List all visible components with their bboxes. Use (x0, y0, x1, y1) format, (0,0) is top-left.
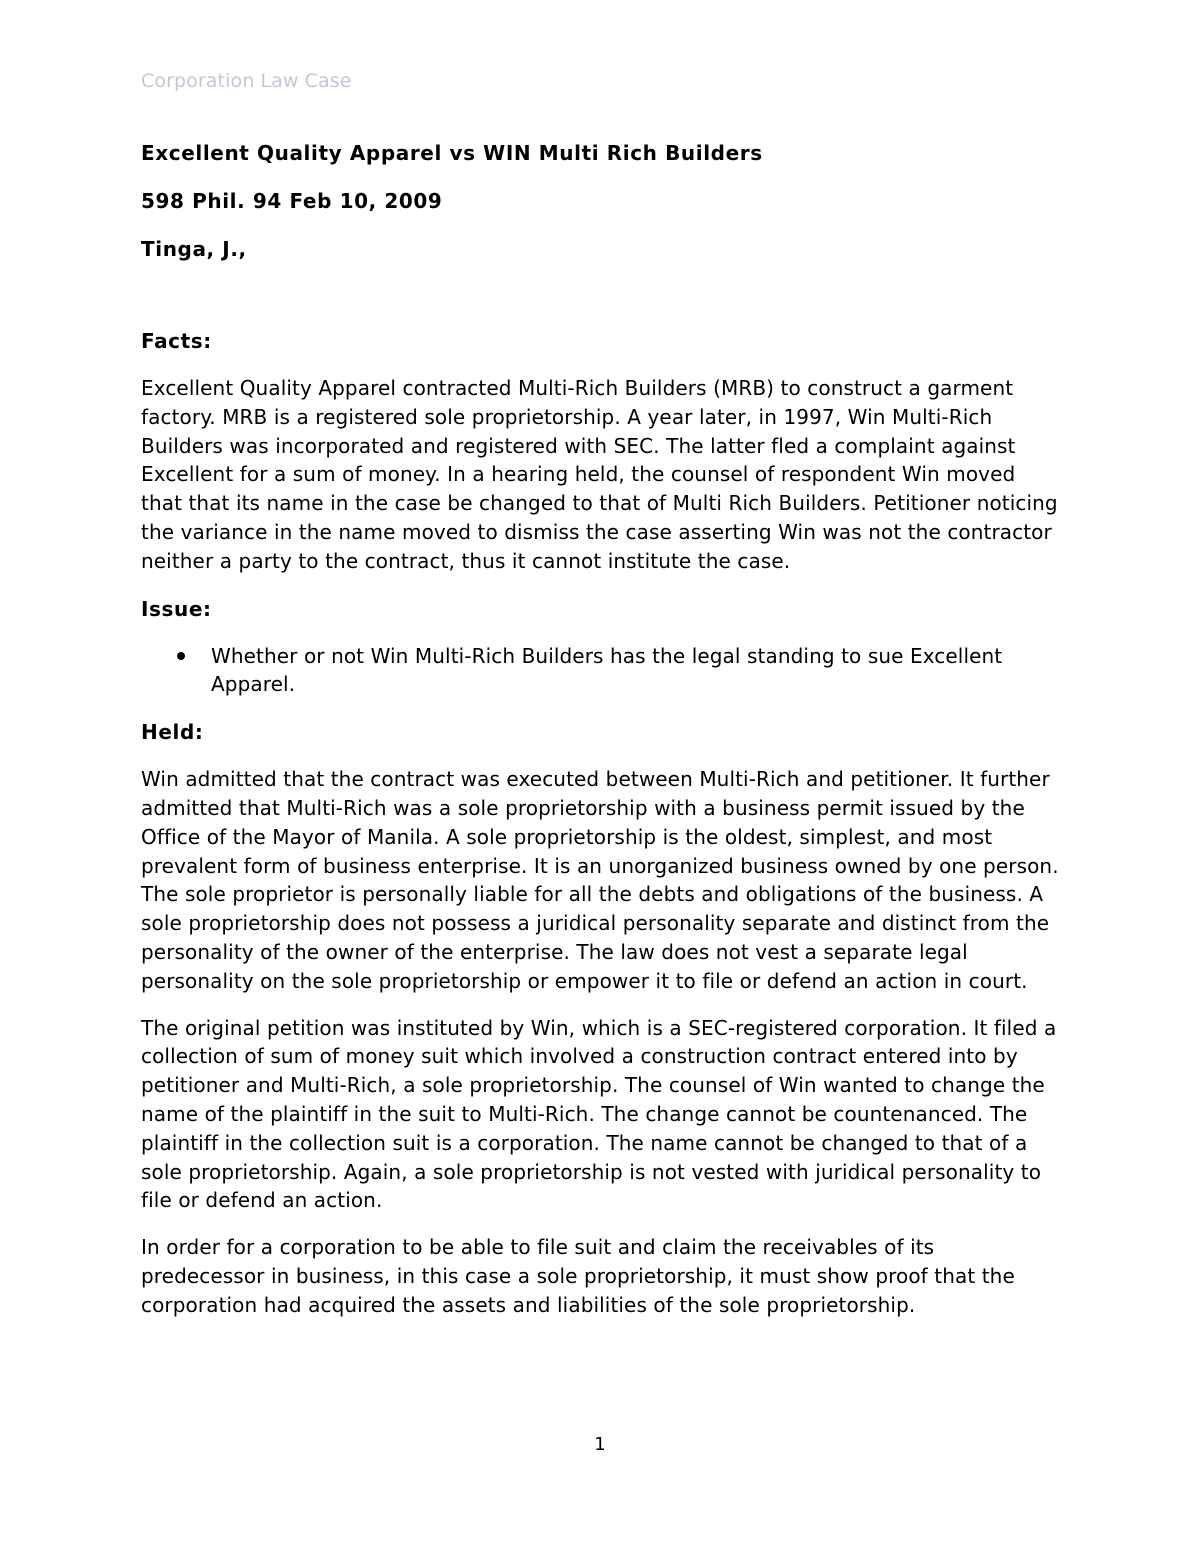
case-ponente: Tinga, J., (141, 237, 247, 261)
issue-list-item (141, 642, 1061, 700)
case-citation: 598 Phil. 94 Feb 10, 2009 (141, 189, 443, 213)
page-number: 1 (594, 1434, 606, 1455)
facts-paragraph: Excellent Quality Apparel contracted Multi-Rich Builders (MRB) to construct a garment factory. MRB is a registered sole proprietorship. A year later, in 1997, Win Multi-Rich Builders was incorporated and registered with SEC. The latter fled a complaint against Excellent for a sum of money. In a hearing held, the counsel of respondent Win moved that that its name in the case be changed to that of Multi Rich Builders. Petitioner noticing the variance in the name moved to dismiss the case asserting Win was not the contractor neither a party to the contract, thus it cannot institute the case. (141, 376, 1058, 573)
blank-line (141, 282, 1061, 326)
case-title: Excellent Quality Apparel vs WIN Multi Rich Builders (141, 141, 763, 165)
issue-list-item-text: Whether or not Win Multi-Rich Builders has the legal standing to sue Excellent Apparel. (211, 643, 1003, 697)
held-paragraph-3: In order for a corporation to be able to file suit and claim the receivables of its predecessor in business, in this case a sole proprietorship, it must show proof that the corporation had acquired the assets and liabilities of the sole proprietorship. (141, 1235, 1015, 1317)
held-paragraph-1: Win admitted that the contract was executed between Multi-Rich and petitioner. It further admitted that Multi-Rich was a sole proprietorship with a business permit issued by the Office of the Mayor of Manila. A sole proprietorship is the oldest, simplest, and most prevalent form of business enterprise. It is an unorganized business owned by one person. The sole proprietor is personally liable for all the debts and obligations of the business. A sole proprietorship does not possess a juridical personality separate and distinct from the personality of the owner of the enterprise. The law does not vest a separate legal personality on the sole proprietorship or empower it to file or defend an action in court. (141, 767, 1059, 993)
issue-heading: Issue: (141, 596, 212, 621)
issue-list (141, 642, 1061, 700)
held-paragraph-2: The original petition was instituted by Win, which is a SEC-registered corporation. It filed a collection of sum of money suit which involved a construction contract entered into by petitioner and Multi-Rich, a sole proprietorship. The counsel of Win wanted to change the name of the plaintiff in the suit to Multi-Rich. The change cannot be countenanced. The plaintiff in the collection suit is a corporation. The name cannot be changed to that of a sole proprietorship. Again, a sole proprietorship is not vested with juridical personality to file or defend an action. (141, 1015, 1057, 1213)
document-body (141, 138, 1061, 1338)
held-heading: Held: (141, 720, 204, 745)
running-header: Corporation Law Case (141, 70, 352, 92)
bullet-dot-icon (177, 652, 185, 660)
facts-heading: Facts: (141, 329, 212, 353)
